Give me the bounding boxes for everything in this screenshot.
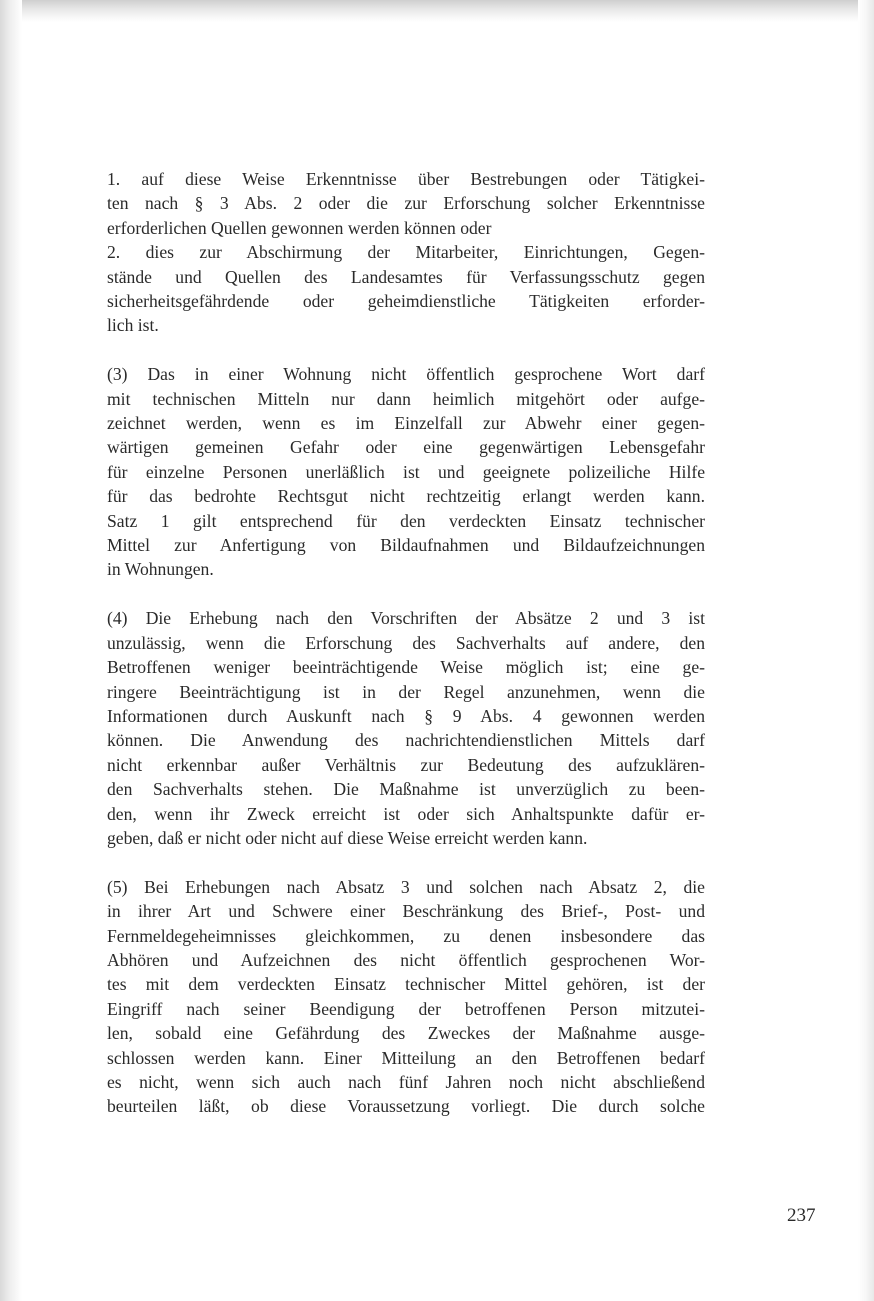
paragraph-3 [107,362,705,582]
text-line: können. Die Anwendung des nachrichtendienstlichen Mittels darf [107,730,705,751]
text-line: lich ist. [107,315,159,336]
text-line: stände und Quellen des Landesamtes für Verfassungsschutz gegen [107,266,705,287]
text-line: Informationen durch Auskunft nach § 9 Abs. 4 gewonnen werden [107,705,705,726]
scan-shadow-right [858,0,874,1301]
text-line: (5) Bei Erhebungen nach Absatz 3 und solchen nach Absatz 2, die [107,876,705,897]
text-line: für einzelne Personen unerläßlich ist und geeignete polizeiliche Hilfe [107,461,705,482]
scan-shadow-top [0,0,874,22]
text-line: in ihrer Art und Schwere einer Beschränkung des Brief-, Post- und [107,901,705,922]
text-line: (3) Das in einer Wohnung nicht öffentlich gesprochene Wort darf [107,364,705,385]
page-body [107,167,705,1119]
text-line: Satz 1 gilt entsprechend für den verdeckten Einsatz technischer [107,510,705,531]
text-line: ten nach § 3 Abs. 2 oder die zur Erforschung solcher Erkenntnisse [107,193,705,214]
text-line: den, wenn ihr Zweck erreicht ist oder sich Anhaltspunkte dafür er- [107,803,705,824]
text-line: den Sachverhalts stehen. Die Maßnahme ist unverzüglich zu been- [107,779,705,800]
text-line: erforderlichen Quellen gewonnen werden können oder [107,217,492,238]
text-line: Abhören und Aufzeichnen des nicht öffentlich gesprochenen Wor- [107,949,705,970]
scan-shadow-left [0,0,22,1301]
text-line: es nicht, wenn sich auch nach fünf Jahren noch nicht abschließend [107,1071,705,1092]
text-line: (4) Die Erhebung nach den Vorschriften der Absätze 2 und 3 ist [107,608,705,629]
text-line: mit technischen Mitteln nur dann heimlich mitgehört oder aufge- [107,388,705,409]
text-line: Fernmeldegeheimnisses gleichkommen, zu denen insbesondere das [107,925,705,946]
text-line: sicherheitsgefährdende oder geheimdienstliche Tätigkeiten erforder- [107,291,705,312]
paragraph-gap [107,338,705,362]
text-line: beurteilen läßt, ob diese Voraussetzung vorliegt. Die durch solche [107,1096,705,1117]
paragraph-4 [107,606,705,850]
text-line: zeichnet werden, wenn es im Einzelfall zur Abwehr einer gegen- [107,413,705,434]
text-line: in Wohnungen. [107,559,214,580]
text-line: schlossen werden kann. Einer Mitteilung an den Betroffenen bedarf [107,1047,705,1068]
paragraph-list-items [107,167,705,338]
text-line: 2. dies zur Abschirmung der Mitarbeiter, Einrichtungen, Gegen- [107,242,705,263]
paragraph-5 [107,875,705,1119]
text-line: wärtigen gemeinen Gefahr oder eine gegenwärtigen Lebensgefahr [107,437,705,458]
page-number: 237 [787,1205,816,1226]
paragraph-gap [107,850,705,874]
text-line: ringere Beeinträchtigung ist in der Regel anzunehmen, wenn die [107,681,705,702]
text-line: 1. auf diese Weise Erkenntnisse über Bestrebungen oder Tätigkei- [107,169,705,189]
paragraph-gap [107,582,705,606]
text-line: für das bedrohte Rechtsgut nicht rechtzeitig erlangt werden kann. [107,486,705,507]
text-line: Mittel zur Anfertigung von Bildaufnahmen und Bildaufzeichnungen [107,535,705,556]
text-line: nicht erkennbar außer Verhältnis zur Bedeutung des aufzuklären- [107,754,705,775]
text-line: Eingriff nach seiner Beendigung der betroffenen Person mitzutei- [107,998,705,1019]
text-line: geben, daß er nicht oder nicht auf diese Weise erreicht werden kann. [107,827,588,848]
text-line: len, sobald eine Gefährdung des Zweckes der Maßnahme ausge- [107,1023,705,1044]
text-line: unzulässig, wenn die Erforschung des Sachverhalts auf andere, den [107,632,705,653]
text-line: tes mit dem verdeckten Einsatz technischer Mittel gehören, ist der [107,974,705,995]
text-line: Betroffenen weniger beeinträchtigende Weise möglich ist; eine ge- [107,657,705,678]
